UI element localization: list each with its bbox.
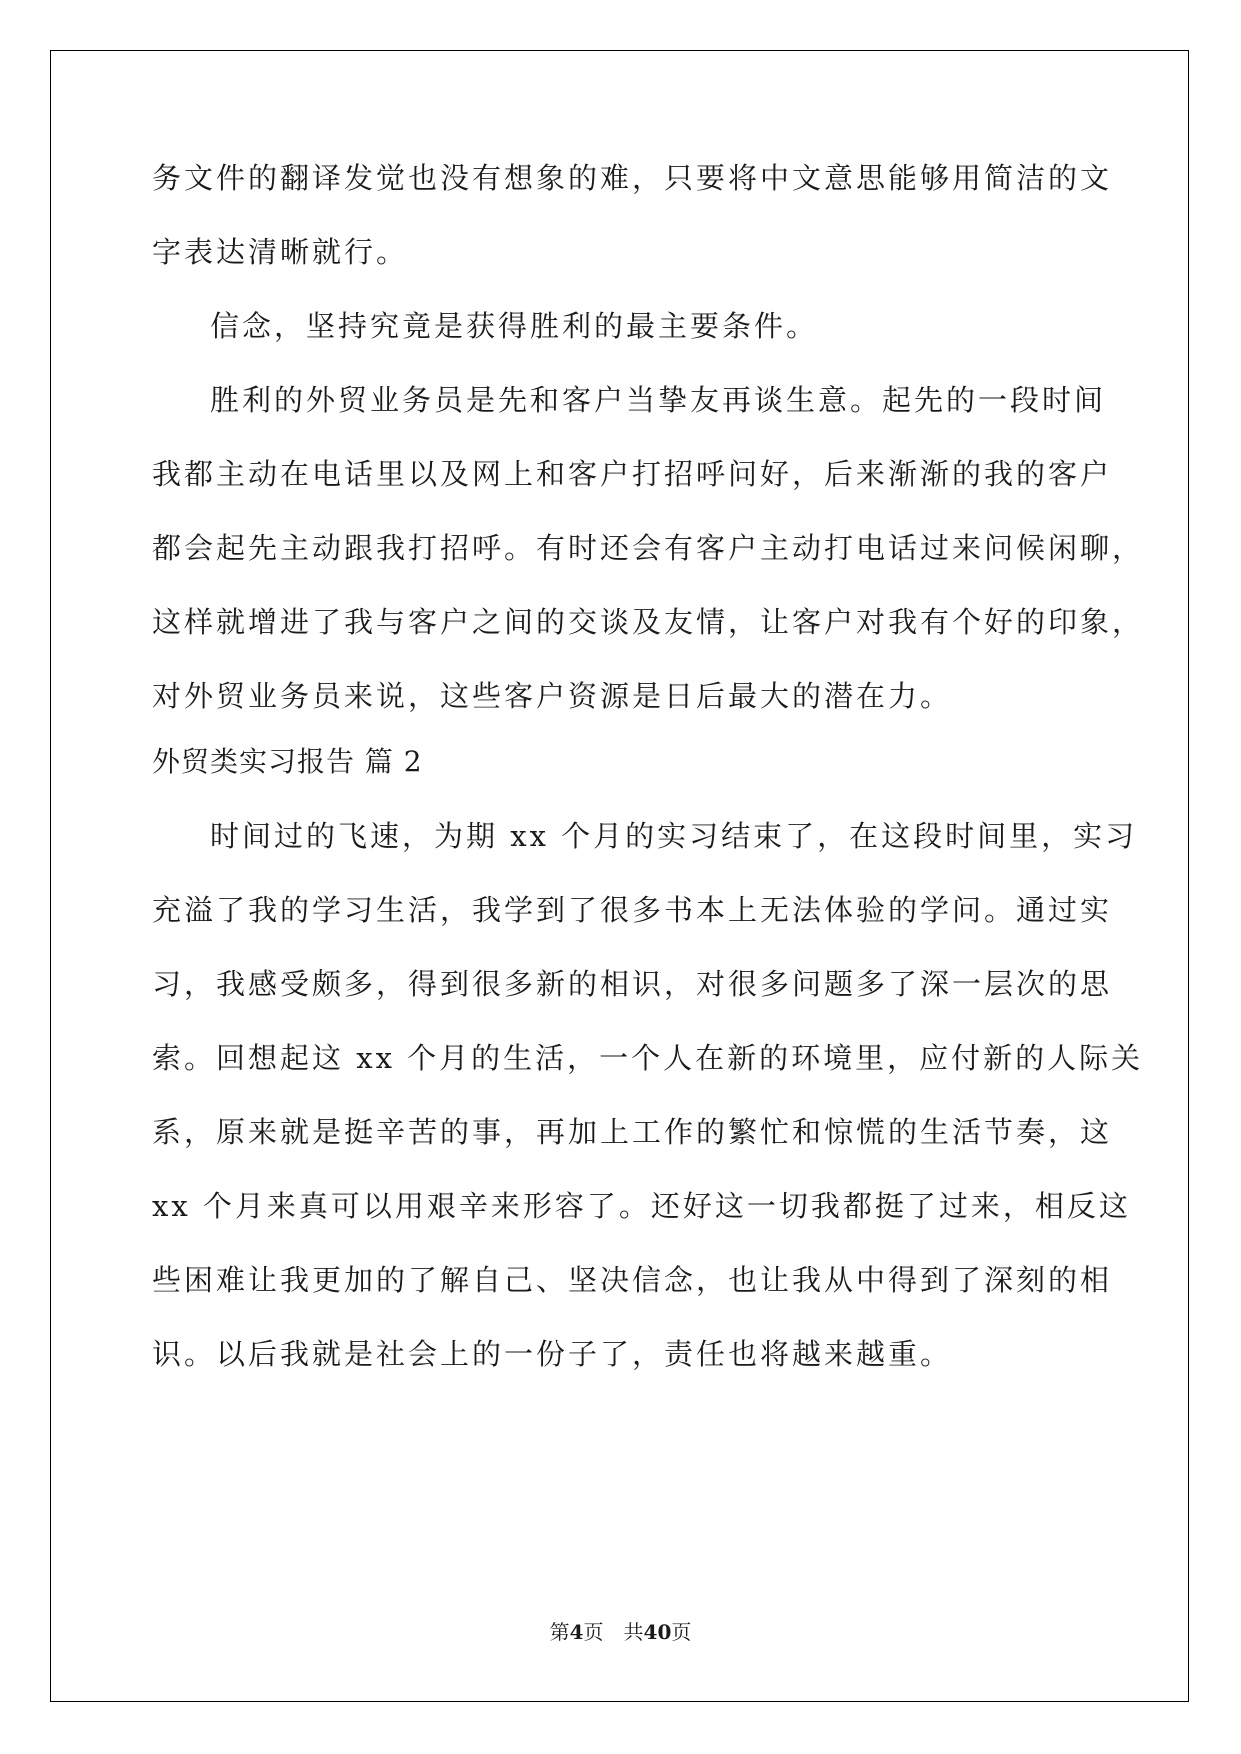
paragraph-line: 充溢了我的学习生活，我学到了很多书本上无法体验的学问。通过实 — [152, 893, 1113, 927]
page-number-total: 40 — [643, 1620, 672, 1644]
paragraph-line: 这样就增进了我与客户之间的交谈及友情，让客户对我有个好的印象， — [152, 605, 1145, 639]
paragraph-line: 信念，坚持究竟是获得胜利的最主要条件。 — [210, 309, 819, 343]
paragraph-line: 字表达清晰就行。 — [152, 235, 409, 269]
page-number-suffix: 页 — [671, 1620, 692, 1644]
page-number-middle: 页 共 — [583, 1620, 644, 1644]
paragraph-line: 习，我感受颇多，得到很多新的相识，对很多问题多了深一层次的思 — [152, 967, 1113, 1001]
paragraph-line: 时间过的飞速，为期 xx 个月的实习结束了，在这段时间里，实习 — [210, 819, 1138, 853]
paragraph-line: 我都主动在电话里以及网上和客户打招呼问好，后来渐渐的我的客户 — [152, 457, 1113, 491]
paragraph-line: xx 个月来真可以用艰辛来形容了。还好这一切我都挺了过来，相反这 — [152, 1189, 1131, 1223]
paragraph-line: 务文件的翻译发觉也没有想象的难，只要将中文意思能够用简洁的文 — [152, 161, 1113, 195]
page-number-current: 4 — [569, 1620, 584, 1644]
paragraph-line: 索。回想起这 xx 个月的生活，一个人在新的环境里，应付新的人际关 — [152, 1041, 1144, 1075]
paragraph-line: 胜利的外贸业务员是先和客户当挚友再谈生意。起先的一段时间 — [210, 383, 1107, 417]
paragraph-line: 都会起先主动跟我打招呼。有时还会有客户主动打电话过来问候闲聊， — [152, 531, 1145, 565]
page-footer — [0, 1620, 1241, 1644]
paragraph-line: 系，原来就是挺辛苦的事，再加上工作的繁忙和惊慌的生活节奏，这 — [152, 1115, 1113, 1149]
page-number-prefix: 第 — [549, 1620, 570, 1644]
paragraph-line: 些困难让我更加的了解自己、坚决信念，也让我从中得到了深刻的相 — [152, 1263, 1113, 1297]
paragraph-line: 对外贸业务员来说，这些客户资源是日后最大的潜在力。 — [152, 679, 953, 713]
section-heading: 外贸类实习报告 篇 2 — [152, 745, 423, 778]
page-border — [50, 50, 1189, 1702]
paragraph-line: 识。以后我就是社会上的一份子了，责任也将越来越重。 — [152, 1337, 953, 1371]
